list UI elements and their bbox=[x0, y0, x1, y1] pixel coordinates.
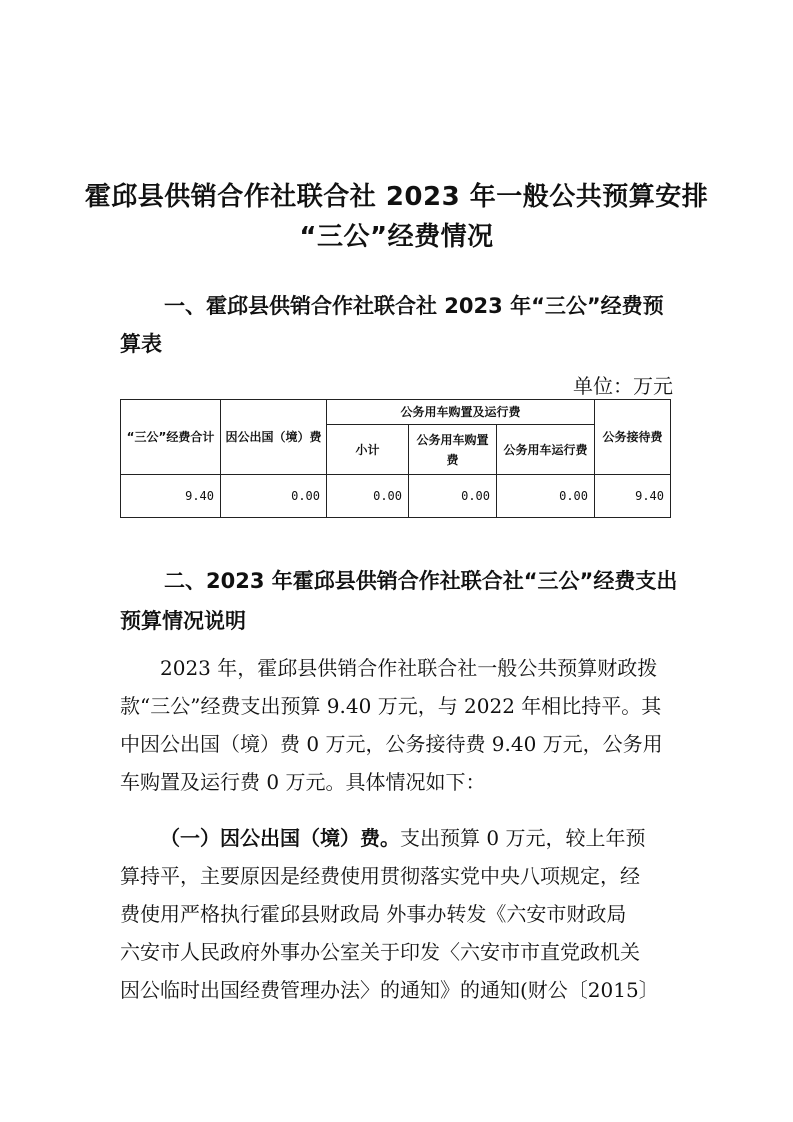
header-vehicle-operation: 公务用车运行费 bbox=[497, 425, 595, 475]
section1-heading: 一、霍邱县供销合作社联合社 2023 年“三公”经费预 bbox=[164, 294, 664, 318]
text-line: 车购置及运行费 0 万元。具体情况如下： bbox=[120, 770, 486, 794]
header-subtotal: 小计 bbox=[327, 425, 409, 475]
value-reception: 9.40 bbox=[595, 475, 671, 518]
paragraph-abroad-expense bbox=[120, 819, 676, 1009]
text-line: 2023 年，霍邱县供销合作社联合社一般公共预算财政拨 bbox=[160, 656, 658, 680]
text-line: 中因公出国（境）费 0 万元，公务接待费 9.40 万元，公务用 bbox=[120, 732, 663, 756]
text-span: 支出预算 0 万元，较上年预 bbox=[400, 826, 646, 850]
text-line: 六安市人民政府外事办公室关于印发〈六安市市直党政机关 bbox=[120, 940, 640, 964]
table-row bbox=[121, 475, 671, 518]
subsection-heading: （一）因公出国（境）费。 bbox=[160, 826, 400, 850]
header-vehicle-group: 公务用车购置及运行费 bbox=[327, 400, 595, 425]
document-title-line-2: “三公”经费情况 bbox=[299, 222, 494, 252]
text-line: 因公临时出国经费管理办法〉的通知》的通知(财公〔2015〕 bbox=[120, 978, 659, 1002]
text-line: 费使用严格执行霍邱县财政局 外事办转发《六安市财政局 bbox=[120, 902, 627, 926]
header-reception: 公务接待费 bbox=[595, 400, 671, 475]
paragraph-summary bbox=[120, 649, 676, 801]
section2-heading-cont: 预算情况说明 bbox=[120, 609, 246, 633]
section1-heading-cont: 算表 bbox=[120, 332, 162, 356]
document-title-line-1: 霍邱县供销合作社联合社 2023 年一般公共预算安排 bbox=[84, 182, 709, 212]
header-total: “三公”经费合计 bbox=[121, 400, 221, 475]
section2-heading: 二、2023 年霍邱县供销合作社联合社“三公”经费支出 bbox=[164, 569, 678, 593]
header-abroad: 因公出国（境）费 bbox=[221, 400, 327, 475]
text-line bbox=[120, 819, 676, 857]
value-abroad: 0.00 bbox=[221, 475, 327, 518]
budget-table bbox=[120, 399, 671, 518]
value-vehicle-operation: 0.00 bbox=[497, 475, 595, 518]
text-line: 款“三公”经费支出预算 9.40 万元，与 2022 年相比持平。其 bbox=[120, 694, 662, 718]
text-line: 算持平，主要原因是经费使用贯彻落实党中央八项规定，经 bbox=[120, 864, 640, 888]
header-vehicle-purchase: 公务用车购置费 bbox=[409, 425, 497, 475]
value-total: 9.40 bbox=[121, 475, 221, 518]
table-header-row-1 bbox=[121, 400, 671, 425]
unit-label: 单位：万元 bbox=[573, 374, 673, 398]
value-vehicle-purchase: 0.00 bbox=[409, 475, 497, 518]
value-subtotal: 0.00 bbox=[327, 475, 409, 518]
